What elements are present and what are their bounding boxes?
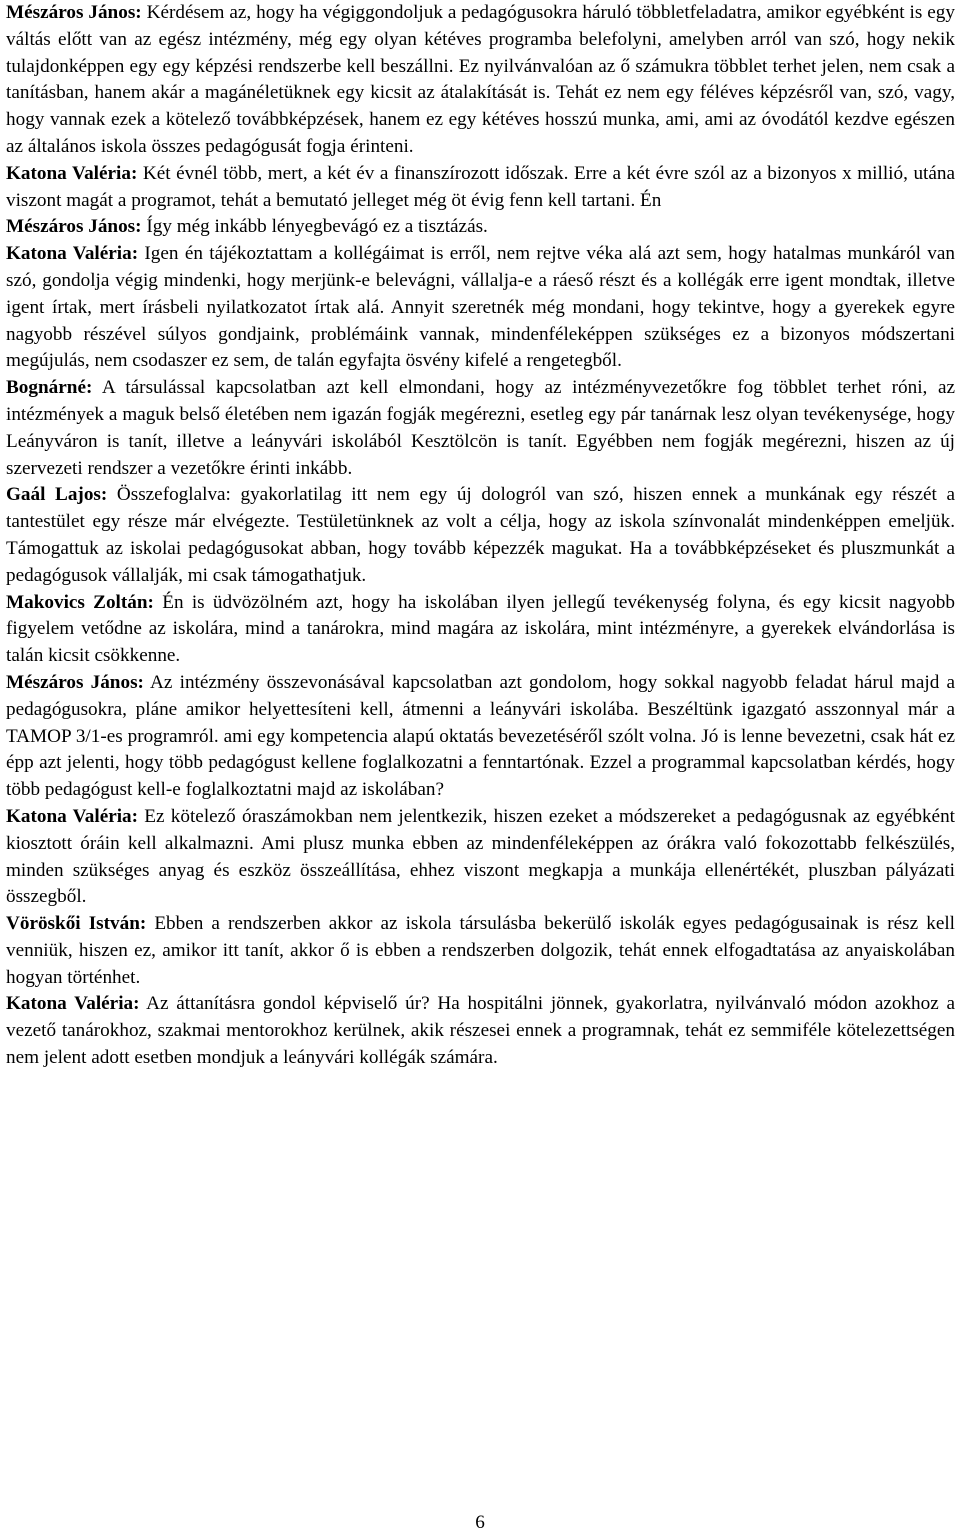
- speaker-name: Mészáros János:: [6, 671, 144, 693]
- transcript-paragraph: [6, 670, 955, 804]
- paragraph-text: Ez kötelező óraszámokban nem jelentkezik, hiszen ezeket a módszereket a pedagógusnak az egyébként kiosztott óráin kell alkalmazni. Ami plusz munka ebben az mindenféleképpen az órákra való fokozottabb felkészülés, minden szükséges anyag és eszköz összeállítása, ehhez viszont megkapja a munkája ellenértékét, pluszban pályázati összegből.: [6, 805, 955, 908]
- speaker-name: Makovics Zoltán:: [6, 591, 154, 613]
- speaker-name: Mészáros János:: [6, 2, 142, 23]
- transcript-paragraph: [6, 991, 955, 1071]
- transcript-paragraph: [6, 241, 955, 375]
- paragraph-text: Én is üdvözölném azt, hogy ha iskolában ilyen jellegű tevékenység folyna, és egy kicsit nagyobb figyelem vetődne az iskolára, mind a tanárokra, mind magára az iskolára, mint intézményre, a gyerekek elvándorlása is talán kicsit csökkenne.: [6, 591, 955, 667]
- transcript-paragraph: [6, 0, 955, 161]
- transcript-paragraph: [6, 804, 955, 911]
- paragraph-text: Kérdésem az, hogy ha végiggondoljuk a pedagógusokra háruló többletfeladatra, amikor egyébként is egy váltás előtt van az egész intézmény, még egy olyan kétéves programba belefolyni, amelyben arról van szó, hogy nekik tulajdonképpen egy egy képzési rendszerbe kell beszállni. Ez nyilvánvalóan az ő számukra többlet terhet jelen, nem csak a tanításban, hanem akár a magánéletüknek egy kicsit az átalakítását is. Tehát ez nem egy féléves képzésről van, szó, vagy, hogy vannak ezek a kötelező továbbképzések, hanem ez egy kétéves hosszú munka, ami, ami az óvodától kezdve egészen az általános iskola összes pedagógusát fogja érinteni.: [6, 2, 955, 157]
- speaker-name: Katona Valéria:: [6, 993, 140, 1015]
- transcript-paragraph: [6, 161, 955, 215]
- paragraph-text: Az áttanításra gondol képviselő úr? Ha hospitálni jönnek, gyakorlatra, nyilvánvaló módon azokhoz a vezető tanárokhoz, szakmai mentorokhoz kerülnek, akik részesei ennek a programnak, tehát ez semmiféle kötelezettségen nem jelent adott esetben mondjuk a leányvári kollégák számára.: [6, 993, 955, 1069]
- paragraph-text: Az intézmény összevonásával kapcsolatban azt gondolom, hogy sokkal nagyobb feladat hárul majd a pedagógusokra, pláne amikor helyettesíteni kell, átmenni a leányvári iskolába. Beszéltünk igazgató asszonnyal már a TAMOP 3/1-es programról. ami egy kompetencia alapú oktatás bevezetéséről szólt volna. Jó is lenne bevezetni, csak hát ez épp azt jelenti, hogy több pedagógust kellene foglalkozatni a fenntartónak. Ezzel a programmal kapcsolatban kérdés, hogy több pedagógust kell-e foglalkoztatni majd az iskolában?: [6, 671, 955, 801]
- paragraph-text: Összefoglalva: gyakorlatilag itt nem egy új dologról van szó, hiszen ennek a munkának egy részét a tantestület egy része már elvégezte. Testületünknek az volt a célja, hogy az iskola színvonalát mindenképpen emeljük. Támogattuk az iskolai pedagógusokat abban, hogy tovább képezzék magukat. Ha a továbbképzéseket és pluszmunkát a pedagógusok vállalják, mi csak támogathatjuk.: [6, 484, 955, 586]
- transcript-paragraph: [6, 911, 955, 991]
- speaker-name: Gaál Lajos:: [6, 484, 108, 506]
- speaker-name: Katona Valéria:: [6, 162, 138, 184]
- speaker-name: Bognárné:: [6, 377, 93, 399]
- paragraph-text: Két évnél több, mert, a két év a finanszírozott időszak. Erre a két évre szól az a bizonyos x millió, utána viszont magát a programot, tehát a bemutató jelleget még öt évig fenn kell tartani. Én: [6, 162, 955, 211]
- paragraph-text: A társulással kapcsolatban azt kell elmondani, hogy az intézményvezetőkre fog többlet terhet róni, az intézmények a maguk belső életében nem igazán fogják megérezni, esetleg egy pár tanárnak lesz olyan tevékenysége, hogy Leányváron is tanít, illetve a leányvári iskolából Kesztölcön is tanít. Egyébben nem fogják megérezni, hiszen az új szervezeti rendszer a vezetőkre érinti inkább.: [6, 377, 955, 479]
- paragraph-text: Ebben a rendszerben akkor az iskola társulásba bekerülő iskolák egyes pedagógusainak is rész kell venniük, hiszen ez, amikor itt tanít, akkor ő is ebben a rendszerben dolgozik, tehát ennek elfogadtatása az anyaiskolában hogyan történhet.: [6, 913, 955, 988]
- transcript-paragraph: [6, 375, 955, 482]
- transcript-paragraph: [6, 482, 955, 589]
- speaker-name: Mészáros János:: [6, 216, 142, 238]
- document-page: [6, 0, 955, 1072]
- page-number: 6: [475, 1512, 485, 1533]
- paragraph-text: Így még inkább lényegbevágó ez a tisztázás.: [141, 216, 488, 238]
- transcript-paragraph: [6, 214, 955, 241]
- speaker-name: Vöröskői István:: [6, 913, 147, 935]
- paragraph-text: Igen én tájékoztattam a kollégáimat is erről, nem rejtve véka alá azt sem, hogy hatalmas munkáról van szó, gondolja végig mindenki, hogy merjünk-e belevágni, vállalja-e a ráeső részt és a kollégák erre igent mondtak, illetve igent írtak, mert írásbeli nyilatkozatot írtak alá. Annyit szeretnék még mondani, hogy tekintve, hogy a gyerekek egyre nagyobb részével súlyos gondjaink, problémáink vannak, mindenféleképpen szükséges ez a bizonyos módszertani megújulás, nem csodaszer ez sem, de talán egyfajta ösvény kifelé a rengetegből.: [6, 243, 956, 372]
- speaker-name: Katona Valéria:: [6, 805, 139, 827]
- speaker-name: Katona Valéria:: [6, 243, 139, 265]
- transcript-paragraph: [6, 590, 955, 670]
